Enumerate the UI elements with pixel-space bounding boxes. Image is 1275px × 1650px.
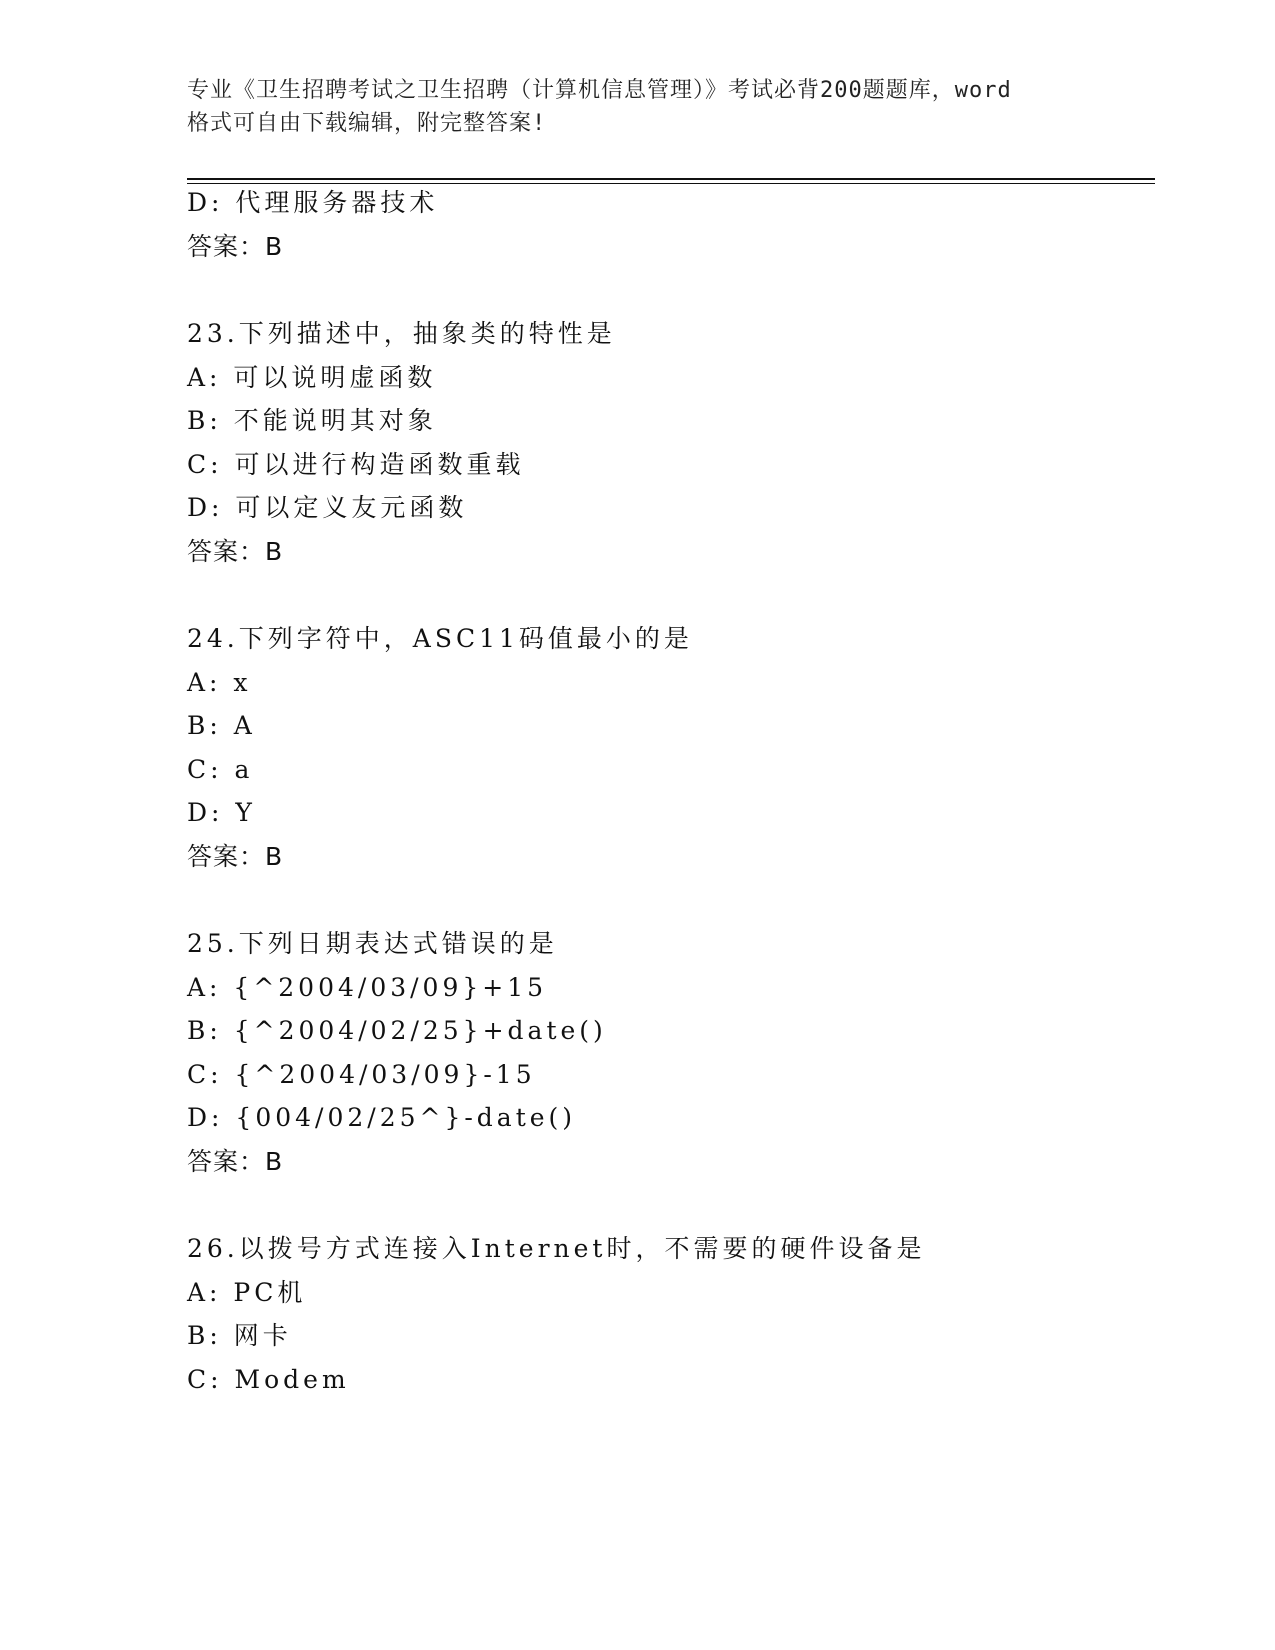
option-b: B: {^2004/02/25}+date(): [187, 1016, 607, 1045]
option-b: B: 不能说明其对象: [187, 406, 437, 435]
option-d: D: 可以定义友元函数: [187, 493, 468, 522]
question-stem: 25.下列日期表达式错误的是: [187, 929, 558, 958]
option-d: D: {004/02/25^}-date(): [187, 1103, 577, 1132]
option-b: B: A: [187, 711, 256, 740]
option-b: B: 网卡: [187, 1321, 292, 1350]
header-title-line-1: 专业《卫生招聘考试之卫生招聘（计算机信息管理）》考试必背200题题库，word: [187, 78, 1012, 103]
option-c: C: a: [187, 755, 254, 784]
header-divider-thin: [187, 183, 1155, 184]
answer-line: 答案：B: [187, 232, 284, 261]
answer-line: 答案：B: [187, 1147, 284, 1176]
option-c: C: 可以进行构造函数重载: [187, 450, 525, 479]
option-c: C: {^2004/03/09}-15: [187, 1060, 536, 1089]
answer-line: 答案：B: [187, 537, 284, 566]
header-divider-thick: [187, 178, 1155, 180]
question-stem: 24.下列字符中，ASC11码值最小的是: [187, 624, 693, 653]
option-a: A: 可以说明虚函数: [187, 363, 437, 392]
header-title-line-2: 格式可自由下载编辑，附完整答案!: [187, 111, 547, 136]
option-d: D: Y: [187, 798, 256, 827]
option-a: A: PC机: [187, 1278, 307, 1307]
answer-line: 答案：B: [187, 842, 284, 871]
option-a: A: x: [187, 668, 252, 697]
document-header: [187, 74, 1087, 140]
question-stem: 26.以拨号方式连接入Internet时，不需要的硬件设备是: [187, 1234, 926, 1263]
option-a: A: {^2004/03/09}+15: [187, 973, 548, 1002]
question-stem: 23.下列描述中，抽象类的特性是: [187, 319, 616, 348]
option-d: D: 代理服务器技术: [187, 188, 439, 217]
option-c: C: Modem: [187, 1365, 350, 1394]
